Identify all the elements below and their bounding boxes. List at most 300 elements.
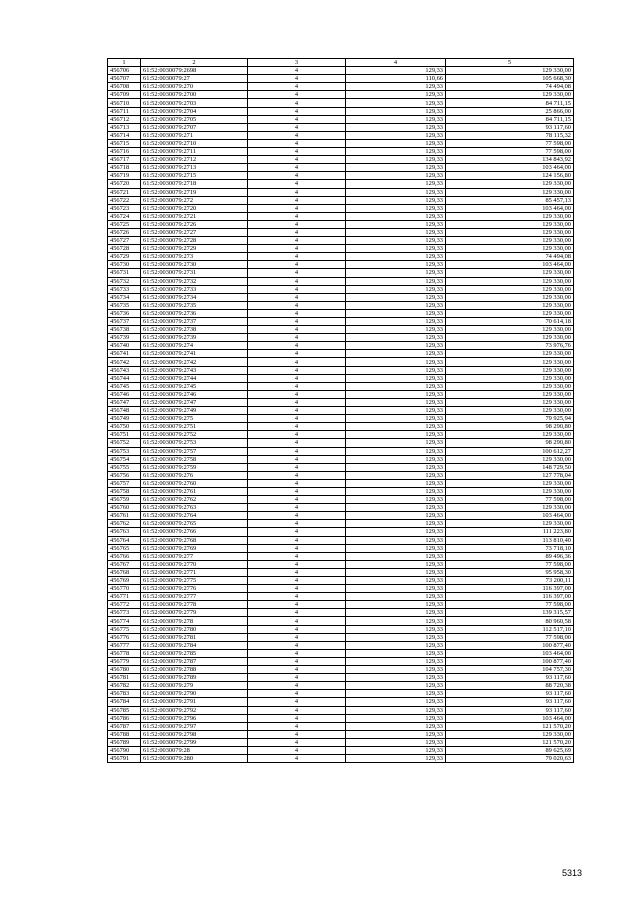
category-cell: 4 <box>248 67 346 75</box>
cadastral-number-cell: 61:52:0030079:2747 <box>141 398 248 406</box>
row-number-cell: 456711 <box>108 107 141 115</box>
value-cell: 129 330,00 <box>446 228 574 236</box>
cadastral-number-cell: 61:52:0030079:27 <box>141 75 248 83</box>
table-row <box>108 730 574 738</box>
category-cell: 4 <box>248 83 346 91</box>
row-number-cell: 456725 <box>108 220 141 228</box>
row-number-cell: 456743 <box>108 366 141 374</box>
cadastral-number-cell: 61:52:0030079:2713 <box>141 164 248 172</box>
row-number-cell: 456719 <box>108 172 141 180</box>
cadastral-number-cell: 61:52:0030079:2749 <box>141 407 248 415</box>
value-cell: 129 330,00 <box>446 334 574 342</box>
area-cell: 129,33 <box>346 487 446 495</box>
row-number-cell: 456783 <box>108 690 141 698</box>
area-cell: 129,33 <box>346 139 446 147</box>
value-cell: 84 711,15 <box>446 115 574 123</box>
row-number-cell: 456707 <box>108 75 141 83</box>
cadastral-number-cell: 61:52:0030079:2779 <box>141 609 248 617</box>
category-cell: 4 <box>248 682 346 690</box>
category-cell: 4 <box>248 560 346 568</box>
row-number-cell: 456771 <box>108 593 141 601</box>
value-cell: 129 330,00 <box>446 269 574 277</box>
value-cell: 74 494,08 <box>446 253 574 261</box>
table-row <box>108 107 574 115</box>
value-cell: 129 330,00 <box>446 212 574 220</box>
category-cell: 4 <box>248 196 346 204</box>
table-row <box>108 617 574 625</box>
value-cell: 129 330,00 <box>446 455 574 463</box>
table-row <box>108 407 574 415</box>
category-cell: 4 <box>248 714 346 722</box>
table-row <box>108 698 574 706</box>
category-cell: 4 <box>248 220 346 228</box>
value-cell: 121 570,20 <box>446 722 574 730</box>
table-row <box>108 479 574 487</box>
category-cell: 4 <box>248 520 346 528</box>
area-cell: 129,33 <box>346 666 446 674</box>
cadastral-number-cell: 61:52:0030079:272 <box>141 196 248 204</box>
table-row <box>108 293 574 301</box>
table-row <box>108 366 574 374</box>
category-cell: 4 <box>248 536 346 544</box>
area-cell: 129,33 <box>346 512 446 520</box>
table-row <box>108 196 574 204</box>
value-cell: 77 598,00 <box>446 148 574 156</box>
row-number-cell: 456750 <box>108 423 141 431</box>
cadastral-number-cell: 61:52:0030079:2735 <box>141 301 248 309</box>
category-cell: 4 <box>248 245 346 253</box>
cadastral-number-cell: 61:52:0030079:2758 <box>141 455 248 463</box>
category-cell: 4 <box>248 407 346 415</box>
value-cell: 103 464,00 <box>446 714 574 722</box>
table-row <box>108 390 574 398</box>
row-number-cell: 456742 <box>108 358 141 366</box>
category-cell: 4 <box>248 277 346 285</box>
row-number-cell: 456717 <box>108 156 141 164</box>
category-cell: 4 <box>248 528 346 536</box>
table-row <box>108 714 574 722</box>
cadastral-number-cell: 61:52:0030079:2715 <box>141 172 248 180</box>
value-cell: 129 330,00 <box>446 285 574 293</box>
category-cell: 4 <box>248 601 346 609</box>
category-cell: 4 <box>248 641 346 649</box>
table-row <box>108 301 574 309</box>
column-header-3: 3 <box>248 59 346 67</box>
category-cell: 4 <box>248 309 346 317</box>
value-cell: 129 330,00 <box>446 277 574 285</box>
value-cell: 129 330,00 <box>446 309 574 317</box>
table-row <box>108 180 574 188</box>
value-cell: 85 457,13 <box>446 196 574 204</box>
category-cell: 4 <box>248 471 346 479</box>
area-cell: 129,33 <box>346 746 446 754</box>
value-cell: 134 843,92 <box>446 156 574 164</box>
area-cell: 129,33 <box>346 649 446 657</box>
row-number-cell: 456778 <box>108 649 141 657</box>
cadastral-number-cell: 61:52:0030079:2781 <box>141 633 248 641</box>
area-cell: 129,33 <box>346 471 446 479</box>
row-number-cell: 456714 <box>108 131 141 139</box>
category-cell: 4 <box>248 463 346 471</box>
area-cell: 129,33 <box>346 67 446 75</box>
row-number-cell: 456740 <box>108 342 141 350</box>
table-row <box>108 188 574 196</box>
table-row <box>108 220 574 228</box>
table-row <box>108 593 574 601</box>
row-number-cell: 456760 <box>108 504 141 512</box>
row-number-cell: 456757 <box>108 479 141 487</box>
value-cell: 129 330,00 <box>446 220 574 228</box>
cadastral-number-cell: 61:52:0030079:2763 <box>141 504 248 512</box>
row-number-cell: 456788 <box>108 730 141 738</box>
row-number-cell: 456761 <box>108 512 141 520</box>
category-cell: 4 <box>248 746 346 754</box>
row-number-cell: 456738 <box>108 326 141 334</box>
area-cell: 129,33 <box>346 334 446 342</box>
category-cell: 4 <box>248 666 346 674</box>
table-row <box>108 83 574 91</box>
table-row <box>108 649 574 657</box>
cadastral-number-cell: 61:52:0030079:2743 <box>141 366 248 374</box>
table-row <box>108 641 574 649</box>
table-row <box>108 738 574 746</box>
row-number-cell: 456716 <box>108 148 141 156</box>
category-cell: 4 <box>248 172 346 180</box>
category-cell: 4 <box>248 123 346 131</box>
cadastral-number-cell: 61:52:0030079:28 <box>141 746 248 754</box>
category-cell: 4 <box>248 617 346 625</box>
cadastral-number-cell: 61:52:0030079:2752 <box>141 431 248 439</box>
area-cell: 129,33 <box>346 609 446 617</box>
value-cell: 103 464,00 <box>446 649 574 657</box>
value-cell: 79 020,63 <box>446 755 574 763</box>
row-number-cell: 456732 <box>108 277 141 285</box>
cadastral-value-table <box>107 58 574 763</box>
table-row <box>108 755 574 763</box>
value-cell: 77 598,00 <box>446 601 574 609</box>
area-cell: 129,33 <box>346 641 446 649</box>
category-cell: 4 <box>248 698 346 706</box>
value-cell: 129 330,00 <box>446 366 574 374</box>
table-row <box>108 706 574 714</box>
cadastral-number-cell: 61:52:0030079:2711 <box>141 148 248 156</box>
cadastral-number-cell: 61:52:0030079:2777 <box>141 593 248 601</box>
cadastral-number-cell: 61:52:0030079:273 <box>141 253 248 261</box>
cadastral-number-cell: 61:52:0030079:2765 <box>141 520 248 528</box>
area-cell: 129,33 <box>346 552 446 560</box>
category-cell: 4 <box>248 301 346 309</box>
table-row <box>108 528 574 536</box>
cadastral-number-cell: 61:52:0030079:2732 <box>141 277 248 285</box>
row-number-cell: 456762 <box>108 520 141 528</box>
row-number-cell: 456737 <box>108 318 141 326</box>
category-cell: 4 <box>248 609 346 617</box>
table-row <box>108 601 574 609</box>
cadastral-number-cell: 61:52:0030079:2710 <box>141 139 248 147</box>
table-row <box>108 253 574 261</box>
cadastral-number-cell: 61:52:0030079:2769 <box>141 544 248 552</box>
table-row <box>108 285 574 293</box>
category-cell: 4 <box>248 552 346 560</box>
area-cell: 129,33 <box>346 431 446 439</box>
area-cell: 129,33 <box>346 91 446 99</box>
area-cell: 129,33 <box>346 577 446 585</box>
table-row <box>108 326 574 334</box>
value-cell: 73 976,76 <box>446 342 574 350</box>
row-number-cell: 456759 <box>108 496 141 504</box>
area-cell: 129,33 <box>346 366 446 374</box>
row-number-cell: 456751 <box>108 431 141 439</box>
value-cell: 129 330,00 <box>446 326 574 334</box>
cadastral-number-cell: 61:52:0030079:2790 <box>141 690 248 698</box>
value-cell: 78 115,32 <box>446 131 574 139</box>
area-cell: 129,33 <box>346 156 446 164</box>
area-cell: 129,33 <box>346 350 446 358</box>
table-row <box>108 463 574 471</box>
area-cell: 129,33 <box>346 261 446 269</box>
row-number-cell: 456752 <box>108 439 141 447</box>
area-cell: 129,33 <box>346 358 446 366</box>
value-cell: 129 330,00 <box>446 504 574 512</box>
table-row <box>108 123 574 131</box>
area-cell: 110,66 <box>346 75 446 83</box>
area-cell: 129,33 <box>346 115 446 123</box>
area-cell: 129,33 <box>346 309 446 317</box>
table-row <box>108 746 574 754</box>
cadastral-number-cell: 61:52:0030079:2720 <box>141 204 248 212</box>
area-cell: 129,33 <box>346 520 446 528</box>
cadastral-number-cell: 61:52:0030079:2707 <box>141 123 248 131</box>
table-row <box>108 164 574 172</box>
value-cell: 103 464,00 <box>446 261 574 269</box>
area-cell: 129,33 <box>346 625 446 633</box>
cadastral-number-cell: 61:52:0030079:2712 <box>141 156 248 164</box>
category-cell: 4 <box>248 237 346 245</box>
area-cell: 129,33 <box>346 293 446 301</box>
category-cell: 4 <box>248 228 346 236</box>
cadastral-number-cell: 61:52:0030079:2718 <box>141 180 248 188</box>
category-cell: 4 <box>248 326 346 334</box>
category-cell: 4 <box>248 156 346 164</box>
row-number-cell: 456767 <box>108 560 141 568</box>
category-cell: 4 <box>248 366 346 374</box>
table-row <box>108 690 574 698</box>
category-cell: 4 <box>248 755 346 763</box>
category-cell: 4 <box>248 577 346 585</box>
value-cell: 148 729,50 <box>446 463 574 471</box>
area-cell: 129,33 <box>346 131 446 139</box>
area-cell: 129,33 <box>346 301 446 309</box>
area-cell: 129,33 <box>346 714 446 722</box>
row-number-cell: 456710 <box>108 99 141 107</box>
value-cell: 104 757,30 <box>446 666 574 674</box>
cadastral-number-cell: 61:52:0030079:2768 <box>141 536 248 544</box>
row-number-cell: 456715 <box>108 139 141 147</box>
row-number-cell: 456712 <box>108 115 141 123</box>
cadastral-number-cell: 61:52:0030079:2764 <box>141 512 248 520</box>
category-cell: 4 <box>248 431 346 439</box>
table-row <box>108 261 574 269</box>
table-row <box>108 212 574 220</box>
cadastral-number-cell: 61:52:0030079:2738 <box>141 326 248 334</box>
table-row <box>108 431 574 439</box>
value-cell: 93 117,60 <box>446 706 574 714</box>
area-cell: 129,33 <box>346 123 446 131</box>
area-cell: 129,33 <box>346 326 446 334</box>
category-cell: 4 <box>248 625 346 633</box>
area-cell: 129,33 <box>346 560 446 568</box>
category-cell: 4 <box>248 439 346 447</box>
table-row <box>108 245 574 253</box>
cadastral-number-cell: 61:52:0030079:2761 <box>141 487 248 495</box>
cadastral-number-cell: 61:52:0030079:2703 <box>141 99 248 107</box>
category-cell: 4 <box>248 568 346 576</box>
table-row <box>108 568 574 576</box>
row-number-cell: 456745 <box>108 382 141 390</box>
cadastral-number-cell: 61:52:0030079:2760 <box>141 479 248 487</box>
cadastral-number-cell: 61:52:0030079:2700 <box>141 91 248 99</box>
cadastral-number-cell: 61:52:0030079:2753 <box>141 439 248 447</box>
category-cell: 4 <box>248 512 346 520</box>
value-cell: 80 960,58 <box>446 617 574 625</box>
table-row <box>108 277 574 285</box>
table-row <box>108 269 574 277</box>
row-number-cell: 456764 <box>108 536 141 544</box>
row-number-cell: 456734 <box>108 293 141 301</box>
area-cell: 129,33 <box>346 730 446 738</box>
area-cell: 129,33 <box>346 423 446 431</box>
table-row <box>108 536 574 544</box>
cadastral-number-cell: 61:52:0030079:2751 <box>141 423 248 431</box>
cadastral-number-cell: 61:52:0030079:2785 <box>141 649 248 657</box>
table-row <box>108 156 574 164</box>
category-cell: 4 <box>248 374 346 382</box>
cadastral-number-cell: 61:52:0030079:2734 <box>141 293 248 301</box>
category-cell: 4 <box>248 188 346 196</box>
table-row <box>108 139 574 147</box>
cadastral-number-cell: 61:52:0030079:274 <box>141 342 248 350</box>
row-number-cell: 456790 <box>108 746 141 754</box>
row-number-cell: 456773 <box>108 609 141 617</box>
category-cell: 4 <box>248 342 346 350</box>
area-cell: 129,33 <box>346 237 446 245</box>
area-cell: 129,33 <box>346 285 446 293</box>
row-number-cell: 456777 <box>108 641 141 649</box>
area-cell: 129,33 <box>346 633 446 641</box>
row-number-cell: 456744 <box>108 374 141 382</box>
table-row <box>108 657 574 665</box>
cadastral-number-cell: 61:52:0030079:2796 <box>141 714 248 722</box>
area-cell: 129,33 <box>346 164 446 172</box>
area-cell: 129,33 <box>346 253 446 261</box>
table-row <box>108 512 574 520</box>
value-cell: 129 330,00 <box>446 350 574 358</box>
table-row <box>108 67 574 75</box>
row-number-cell: 456706 <box>108 67 141 75</box>
value-cell: 89 496,36 <box>446 552 574 560</box>
table-row <box>108 423 574 431</box>
cadastral-number-cell: 61:52:0030079:2757 <box>141 447 248 455</box>
table-row <box>108 398 574 406</box>
area-cell: 129,33 <box>346 690 446 698</box>
cadastral-number-cell: 61:52:0030079:2771 <box>141 568 248 576</box>
value-cell: 129 330,00 <box>446 374 574 382</box>
area-cell: 129,33 <box>346 536 446 544</box>
value-cell: 116 397,00 <box>446 585 574 593</box>
cadastral-number-cell: 61:52:0030079:2705 <box>141 115 248 123</box>
column-header-4: 4 <box>346 59 446 67</box>
table-row <box>108 455 574 463</box>
value-cell: 129 330,00 <box>446 245 574 253</box>
value-cell: 129 330,00 <box>446 382 574 390</box>
value-cell: 103 464,00 <box>446 164 574 172</box>
category-cell: 4 <box>248 115 346 123</box>
area-cell: 129,33 <box>346 544 446 552</box>
cadastral-number-cell: 61:52:0030079:2776 <box>141 585 248 593</box>
value-cell: 100 612,27 <box>446 447 574 455</box>
table-row <box>108 228 574 236</box>
cadastral-number-cell: 61:52:0030079:2799 <box>141 738 248 746</box>
category-cell: 4 <box>248 423 346 431</box>
cadastral-number-cell: 61:52:0030079:2792 <box>141 706 248 714</box>
category-cell: 4 <box>248 212 346 220</box>
value-cell: 129 330,00 <box>446 730 574 738</box>
category-cell: 4 <box>248 180 346 188</box>
category-cell: 4 <box>248 204 346 212</box>
row-number-cell: 456709 <box>108 91 141 99</box>
cadastral-number-cell: 61:52:0030079:271 <box>141 131 248 139</box>
cadastral-number-cell: 61:52:0030079:2775 <box>141 577 248 585</box>
area-cell: 129,33 <box>346 374 446 382</box>
row-number-cell: 456770 <box>108 585 141 593</box>
row-number-cell: 456726 <box>108 228 141 236</box>
row-number-cell: 456781 <box>108 674 141 682</box>
table-row <box>108 504 574 512</box>
value-cell: 73 718,10 <box>446 544 574 552</box>
cadastral-number-cell: 61:52:0030079:276 <box>141 471 248 479</box>
cadastral-number-cell: 61:52:0030079:2726 <box>141 220 248 228</box>
row-number-cell: 456789 <box>108 738 141 746</box>
cadastral-number-cell: 61:52:0030079:2719 <box>141 188 248 196</box>
row-number-cell: 456708 <box>108 83 141 91</box>
value-cell: 116 397,00 <box>446 593 574 601</box>
cadastral-number-cell: 61:52:0030079:2770 <box>141 560 248 568</box>
category-cell: 4 <box>248 253 346 261</box>
value-cell: 84 711,15 <box>446 99 574 107</box>
category-cell: 4 <box>248 447 346 455</box>
table-row <box>108 318 574 326</box>
cadastral-number-cell: 61:52:0030079:2731 <box>141 269 248 277</box>
category-cell: 4 <box>248 285 346 293</box>
category-cell: 4 <box>248 75 346 83</box>
cadastral-number-cell: 61:52:0030079:2742 <box>141 358 248 366</box>
category-cell: 4 <box>248 318 346 326</box>
table-row <box>108 75 574 83</box>
cadastral-number-cell: 61:52:0030079:270 <box>141 83 248 91</box>
table-row <box>108 487 574 495</box>
area-cell: 129,33 <box>346 204 446 212</box>
area-cell: 129,33 <box>346 212 446 220</box>
area-cell: 129,33 <box>346 479 446 487</box>
row-number-cell: 456787 <box>108 722 141 730</box>
area-cell: 129,33 <box>346 504 446 512</box>
table-row <box>108 237 574 245</box>
row-number-cell: 456718 <box>108 164 141 172</box>
area-cell: 129,33 <box>346 722 446 730</box>
column-header-1: 1 <box>108 59 141 67</box>
row-number-cell: 456727 <box>108 237 141 245</box>
value-cell: 129 330,00 <box>446 67 574 75</box>
